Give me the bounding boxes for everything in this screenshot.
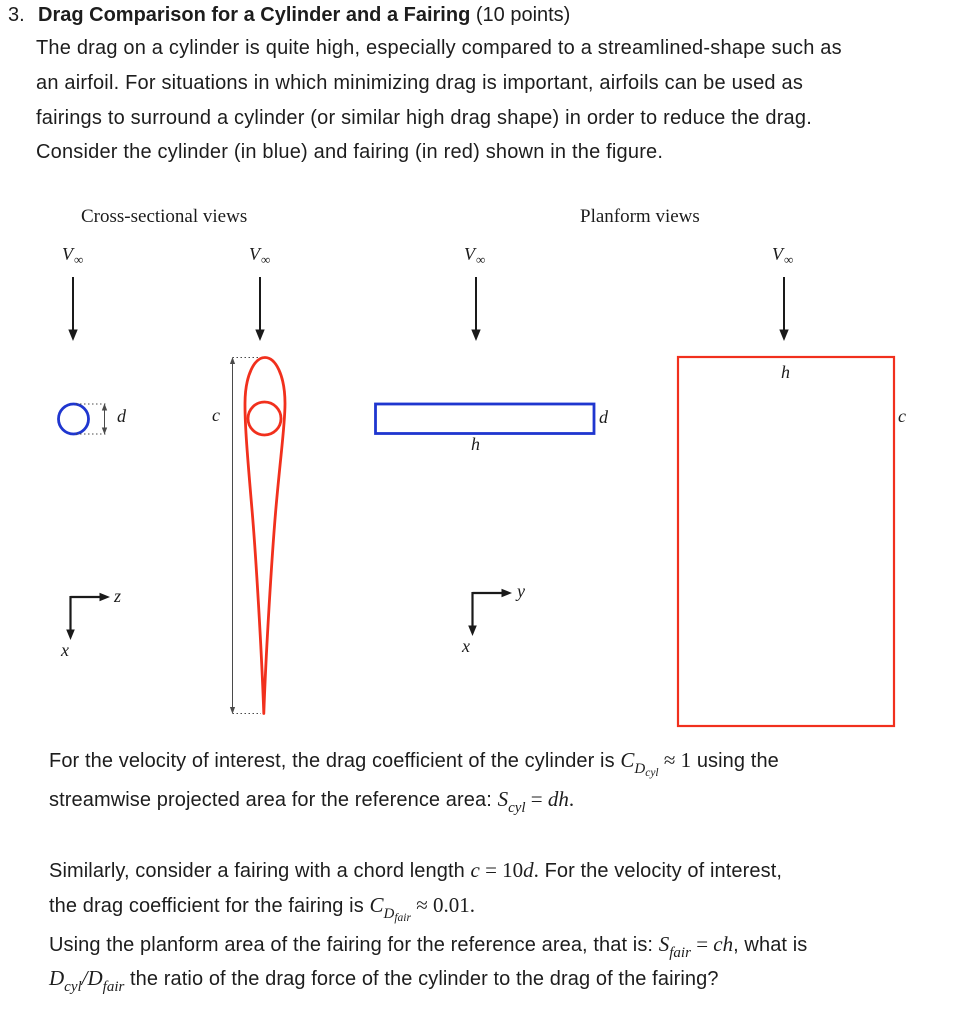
text-segment: D	[383, 906, 395, 922]
text-segment: using the	[691, 750, 779, 772]
c-label-cross-section: c	[212, 405, 220, 425]
text-segment: , what is	[733, 934, 808, 956]
freestream-arrow	[68, 277, 788, 341]
axis-xz	[66, 593, 110, 640]
text-segment: D	[49, 966, 65, 990]
c-label-fairing-planform: c	[898, 406, 906, 426]
body-line	[49, 893, 475, 924]
title-text: Drag Comparison for a Cylinder and a Fairing	[38, 4, 471, 26]
velocity-label	[62, 244, 83, 268]
body-line	[49, 858, 782, 883]
text-segment: For the velocity of interest, the drag coefficient of the cylinder is	[49, 750, 621, 772]
cylinder-cross-section-circle	[59, 404, 89, 434]
text-segment: Using the planform area of the fairing for the reference area, that is:	[49, 934, 659, 956]
axis-xy	[468, 589, 512, 636]
text-segment: dh	[547, 787, 569, 811]
text-segment: ≈ 1	[658, 748, 692, 772]
text-segment: .	[533, 858, 539, 882]
text-segment: cyl	[64, 979, 82, 995]
d-label-cross-section: d	[117, 406, 126, 426]
fairing-planform-rect	[678, 357, 894, 726]
text-segment: C	[620, 748, 635, 772]
text-segment: C	[369, 893, 384, 917]
text-segment: ≈ 0.01.	[410, 893, 475, 917]
h-label-fairing-planform: h	[781, 362, 790, 382]
infinity-subscript: ∞	[476, 252, 486, 267]
figure	[0, 200, 965, 745]
velocity-label	[464, 244, 485, 268]
text-segment: fair	[102, 979, 125, 995]
x-axis-label-cross-section: x	[61, 640, 69, 660]
velocity-symbol: V	[62, 244, 73, 264]
body-line	[49, 932, 807, 962]
text-segment: d	[523, 858, 534, 882]
body-line	[49, 748, 779, 779]
intro-line: The drag on a cylinder is quite high, especially compared to a streamlined-shape such as	[36, 37, 842, 59]
velocity-label	[772, 244, 793, 268]
infinity-subscript: ∞	[784, 252, 794, 267]
text-segment: S	[658, 932, 670, 956]
velocity-symbol: V	[464, 244, 475, 264]
body-line	[49, 787, 574, 817]
cylinder-planform-rect	[376, 404, 595, 434]
page-title	[8, 4, 570, 27]
text-segment: fair	[669, 945, 691, 961]
text-segment: streamwise projected area for the reference area:	[49, 789, 498, 811]
text-segment: For the velocity of interest,	[538, 860, 783, 882]
text-segment: S	[497, 787, 509, 811]
text-segment: Similarly, consider a fairing with a chord length	[49, 860, 471, 882]
intro-line: fairings to surround a cylinder (or similar high drag shape) in order to reduce the drag.	[36, 106, 812, 129]
intro-line: an airfoil. For situations in which minimizing drag is important, airfoils can be used as	[36, 71, 804, 94]
text-segment: the drag coefficient for the fairing is	[49, 895, 370, 917]
h-label-cylinder-planform: h	[471, 434, 480, 454]
text-segment: cyl	[508, 800, 526, 816]
cross-sectional-views-header: Cross-sectional views	[81, 206, 248, 227]
velocity-symbol: V	[249, 244, 260, 264]
text-segment: fair	[394, 912, 411, 924]
text-segment: c	[470, 858, 480, 882]
text-segment: cyl	[645, 767, 659, 779]
planform-views-header: Planform views	[580, 206, 700, 227]
problem-number: 3.	[8, 4, 25, 26]
text-segment: the ratio of the drag force of the cylinder to the drag of the fairing?	[124, 968, 719, 990]
velocity-label	[249, 244, 270, 268]
velocity-symbol: V	[772, 244, 783, 264]
text-segment: = 10	[479, 858, 524, 882]
text-segment: .	[568, 787, 575, 811]
text-segment: D	[634, 761, 646, 777]
text-segment: D	[87, 966, 103, 990]
diameter-dimension	[76, 404, 107, 435]
infinity-subscript: ∞	[261, 252, 271, 267]
text-segment: =	[525, 787, 548, 811]
z-axis-label: z	[114, 586, 122, 606]
infinity-subscript: ∞	[74, 252, 84, 267]
text-segment: ch	[713, 932, 734, 956]
fairing-inner-cylinder-circle	[248, 402, 281, 435]
figure-canvas	[0, 200, 965, 745]
y-axis-label: y	[517, 581, 525, 601]
text-segment: =	[690, 932, 714, 956]
intro-line: Consider the cylinder (in blue) and fairing (in red) shown in the figure.	[36, 141, 664, 164]
x-axis-label-planform: x	[462, 636, 470, 656]
body-line	[49, 966, 719, 996]
title-points: (10 points)	[470, 4, 571, 26]
d-label-cylinder-planform: d	[599, 407, 608, 427]
text-segment: /	[81, 966, 88, 990]
intro-paragraph	[36, 31, 946, 170]
